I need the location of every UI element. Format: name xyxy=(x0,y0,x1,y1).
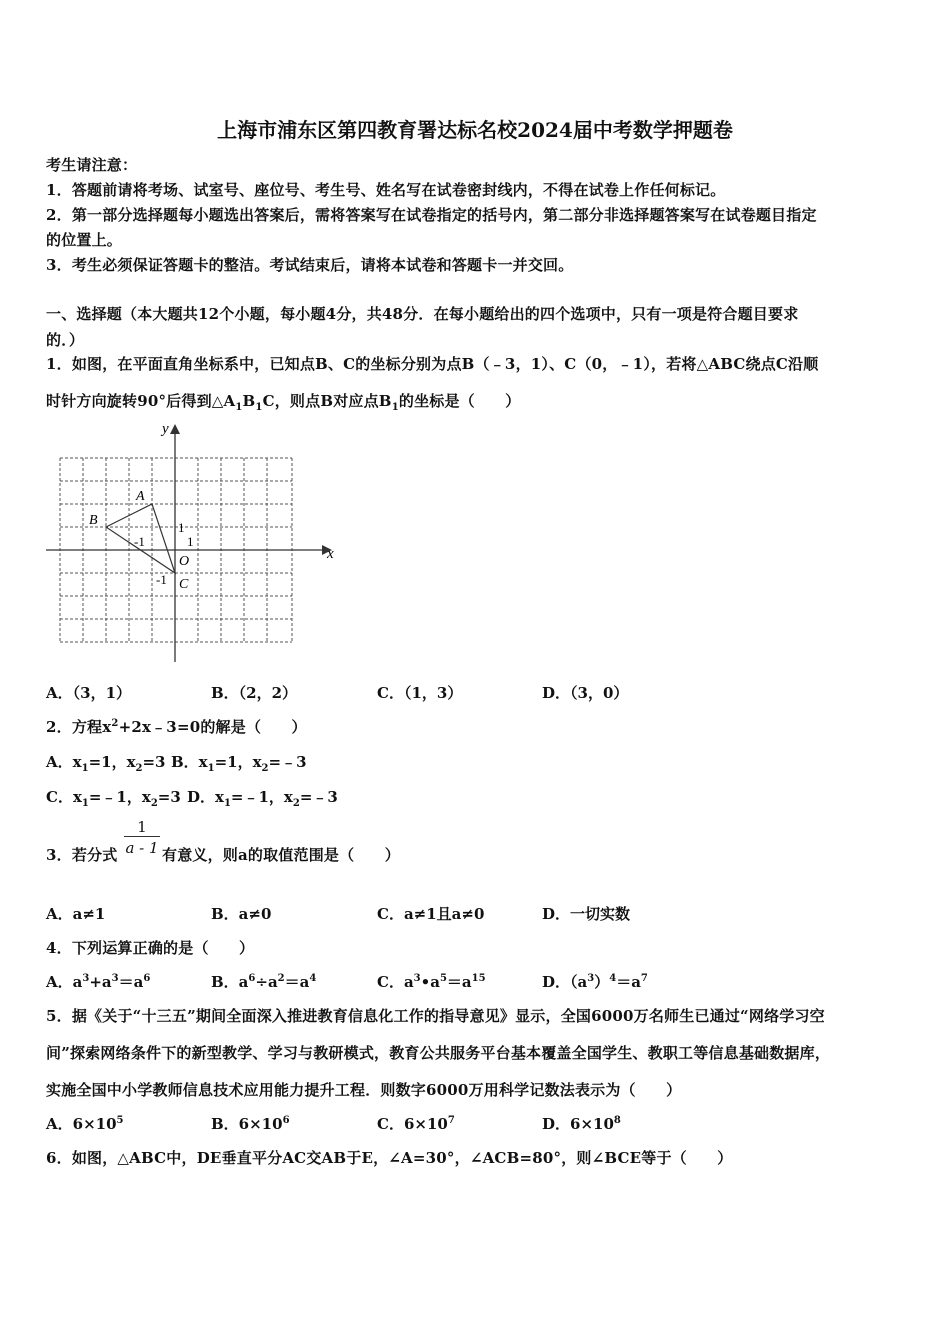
q2-option-c[interactable]: C．$x_1=﹣1$，$x_2=3$ xyxy=(46,788,181,809)
q3-option-d[interactable]: D．一切实数 xyxy=(542,905,631,923)
question-3-prefix: 3．若分式 xyxy=(46,846,118,864)
point-label-a: A xyxy=(136,489,145,504)
question-5-line2: 间”探索网络条件下的新型教学、学习与教研模式，教育公共服务平台基本覆盖全国学生、教职工等信息基础数据库， xyxy=(46,1044,831,1062)
tick-label: 1 xyxy=(178,520,185,535)
q5-option-b[interactable]: B．$6\times 10^6$ xyxy=(211,1115,290,1133)
q1-option-b[interactable]: B．（2，2） xyxy=(211,684,298,702)
point-label-o: O xyxy=(179,554,190,569)
q4-option-d[interactable]: D．$(a^3)^4=a^7$ xyxy=(542,973,648,991)
section-heading-cont: 的．） xyxy=(46,331,85,349)
notice-item: 1．答题前请将考场、试室号、座位号、考生号、姓名写在试卷密封线内，不得在试卷上作任何标记。 xyxy=(46,181,726,199)
fraction xyxy=(124,818,160,857)
tick-label: -1 xyxy=(156,572,167,587)
notice-item: 的位置上。 xyxy=(46,231,123,249)
q2-option-a[interactable]: A．$x_1=1$，$x_2=3$ xyxy=(46,753,166,774)
q3-option-b[interactable]: B．a≠0 xyxy=(211,905,272,923)
coordinate-figure xyxy=(44,420,340,666)
axis-label-y: y xyxy=(162,421,169,437)
question-5-line3: 实施全国中小学教师信息技术应用能力提升工程．则数字6000万用科学记数法表示为（ ） xyxy=(46,1081,682,1099)
question-3-suffix: 有意义，则a的取值范围是（ ） xyxy=(162,846,400,864)
y-arrow-icon xyxy=(170,424,180,434)
q4-option-b[interactable]: B．$a^6\div a^2=a^4$ xyxy=(211,973,317,991)
q5-option-a[interactable]: A．$6\times 10^5$ xyxy=(46,1115,124,1133)
question-2: 2．方程$x^2+2x﹣3=0$的解是（ ） xyxy=(46,718,307,736)
q1-option-d[interactable]: D．（3，0） xyxy=(542,684,629,702)
notice-heading: 考生请注意： xyxy=(46,156,138,174)
q5-option-c[interactable]: C．$6\times 10^7$ xyxy=(377,1115,455,1133)
q5-option-d[interactable]: D．$6\times 10^8$ xyxy=(542,1115,621,1133)
fraction-denominator: a - 1 xyxy=(125,839,159,857)
point-label-b: B xyxy=(89,513,98,528)
question-1-line2: 时针方向旋转90°后得到$\triangle A_1B_1C$，则点B对应点$B_1$的坐标是（ ） xyxy=(46,392,521,413)
q2-option-d[interactable]: D．$x_1=﹣1$，$x_2=﹣3$ xyxy=(187,788,338,809)
tick-label: 1 xyxy=(187,534,194,549)
q1-option-c[interactable]: C．（1，3） xyxy=(377,684,463,702)
fraction-numerator: 1 xyxy=(124,818,160,837)
axis-label-x: x xyxy=(327,546,334,562)
tick-label: -1 xyxy=(134,534,145,549)
question-6: 6．如图，△ABC中，DE垂直平分AC交AB于E，∠A=30°，∠ACB=80°，则∠BCE等于（ ） xyxy=(46,1149,733,1167)
question-1-line1: 1．如图，在平面直角坐标系中，已知点B、C的坐标分别为点B（﹣3，1）、C（0，﹣1），若将△ABC绕点C沿顺 xyxy=(46,355,819,373)
page-title: 上海市浦东区第四教育署达标名校2024届中考数学押题卷 xyxy=(217,118,733,142)
notice-item: 2．第一部分选择题每小题选出答案后，需将答案写在试卷指定的括号内，第二部分非选择题答案写在试卷题目指定 xyxy=(46,206,817,224)
q3-option-c[interactable]: C．a≠1且a≠0 xyxy=(377,905,485,923)
q4-option-c[interactable]: C．$a^3•a^5=a^{15}$ xyxy=(377,973,486,991)
question-4: 4．下列运算正确的是（ ） xyxy=(46,939,255,957)
point-label-c: C xyxy=(179,577,189,592)
notice-item: 3．考生必须保证答题卡的整洁。考试结束后，请将本试卷和答题卡一并交回。 xyxy=(46,256,574,274)
q4-option-a[interactable]: A．$a^3+a^3=a^6$ xyxy=(46,973,151,991)
question-5-line1: 5．据《关于“十三五”期间全面深入推进教育信息化工作的指导意见》显示，全国6000万名师生已通过“网络学习空 xyxy=(46,1007,825,1025)
section-heading: 一、选择题（本大题共12个小题，每小题4分，共48分．在每小题给出的四个选项中，只有一项是符合题目要求 xyxy=(46,305,799,323)
q3-option-a[interactable]: A．a≠1 xyxy=(46,905,106,923)
q1-option-a[interactable]: A．（3，1） xyxy=(46,684,132,702)
q2-option-b[interactable]: B．$x_1=1$，$x_2=﹣3$ xyxy=(171,753,307,774)
